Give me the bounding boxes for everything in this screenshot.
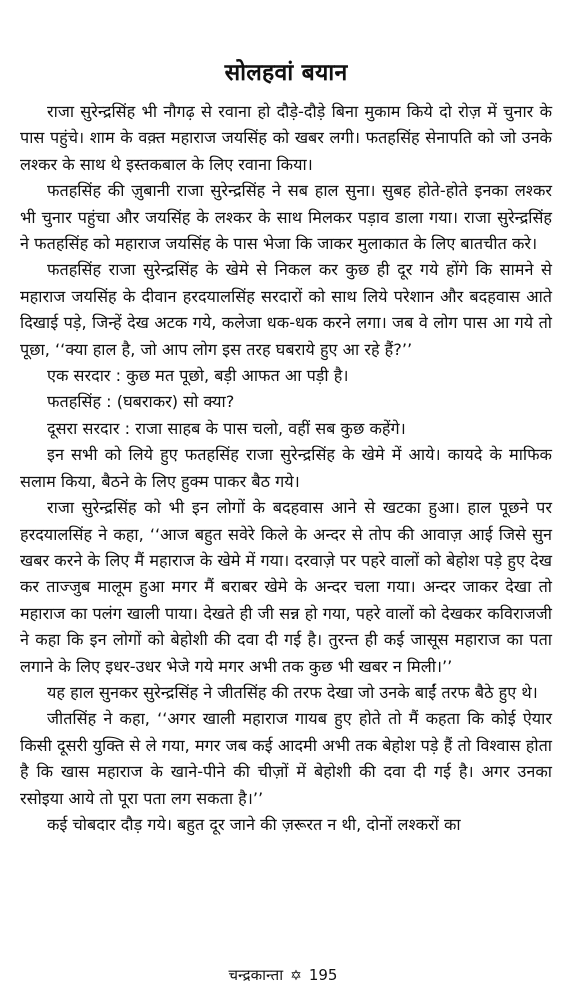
page-footer [0,963,566,988]
paragraph: राजा सुरेन्द्रसिंह भी नौगढ़ से रवाना हो दौड़े-दौड़े बिना मुकाम किये दो रोज़ में चुनार के पास पहुंचे। शाम के वक़्त महाराज जयसिंह को खबर लगी। फतहसिंह सेनापति को जो उनके लश्कर के साथ थे इस्तकबाल के लिए रवाना किया। [20,102,552,174]
paragraph: फतहसिंह राजा सुरेन्द्रसिंह के खेमे से निकल कर कुछ ही दूर गये होंगे कि सामने से महाराज जयसिंह के दीवान हरदयालसिंह सरदारों को साथ लिये परेशान और बदहवास आते दिखाई पड़े, जिन्हें देख अटक गये, कलेजा धक-धक करने लगा। जब वे लोग पास आ गये तो पूछा, ‘‘क्या हाल है, जो आप लोग इस तरह घबराये हुए आ रहे हैं?’’ [20,260,552,359]
paragraph: राजा सुरेन्द्रसिंह को भी इन लोगों के बदहवास आने से खटका हुआ। हाल पूछने पर हरदयालसिंह ने कहा, ‘‘आज बहुत सवेरे किले के अन्दर से तोप की आवाज़ आई जिसे सुन खबर करने के लिए मैं महाराज के खेमे में गया। दरवाज़े पर पहरे वालों को बेहोश पड़े हुए देख कर ताज्जुब मालूम हुआ मगर मैं बराबर खेमे के अन्दर चला गया। अन्दर जाकर देखा तो महाराज का पलंग खाली पाया। देखते ही जी सन्न हो गया, पहरे वालों को देखकर कविराजजी ने कहा कि इन लोगों को बेहोशी की दवा दी गई है। तुरन्त ही कई जासूस महाराज का पता लगाने के लिए इधर-उधर भेजे गये मगर अभी तक कुछ भी खबर न मिली।’’ [20,498,552,676]
dialogue-line: फतहसिंह : (घबराकर) सो क्या? [47,392,235,412]
chapter-title: सोलहवां बयान [224,60,348,86]
dialogue-line: दूसरा सरदार : राजा साहब के पास चलो, वहीं सब कुछ कहेंगे। [47,418,406,438]
paragraph: जीतसिंह ने कहा, ‘‘अगर खाली महाराज गायब हुए होते तो मैं कहता कि कोई ऐयार किसी दूसरी युक्ति से ले गया, मगर जब कई आदमी अभी तक बेहोश पड़े हैं तो विश्वास होता है कि खास महाराज के खाने-पीने की चीज़ों में बेहोशी की दवा दी गई है। अगर उनका रसोइया आये तो पूरा पता लग सकता है।’’ [20,709,552,808]
page-number: 195 [308,966,338,984]
paragraph: यह हाल सुनकर सुरेन्द्रसिंह ने जीतसिंह की तरफ देखा जो उनके बाईं तरफ बैठे हुए थे। [47,682,538,702]
body-text [20,99,552,838]
star-of-david-icon: ✡ [290,968,302,984]
footer-book-title: चन्द्रकान्ता [228,966,284,984]
paragraph: इन सभी को लिये हुए फतहसिंह राजा सुरेन्द्रसिंह के खेमे में आये। कायदे के माफिक सलाम किया, बैठने के लिए हुक्म पाकर बैठ गये। [20,445,552,491]
paragraph: कई चोबदार दौड़ गये। बहुत दूर जाने की ज़रूरत न थी, दोनों लश्करों का [47,814,461,834]
dialogue-line: एक सरदार : कुछ मत पूछो, बड़ी आफत आ पड़ी है। [47,366,349,386]
paragraph: फतहसिंह की ज़ुबानी राजा सुरेन्द्रसिंह ने सब हाल सुना। सुबह होते-होते इनका लश्कर भी चुनार पहुंचा और जयसिंह के लश्कर के साथ मिलकर पड़ाव डाला गया। राजा सुरेन्द्रसिंह ने फतहसिंह को महाराज जयसिंह के पास भेजा कि जाकर मुलाकात के लिए बातचीत करे। [20,181,552,254]
